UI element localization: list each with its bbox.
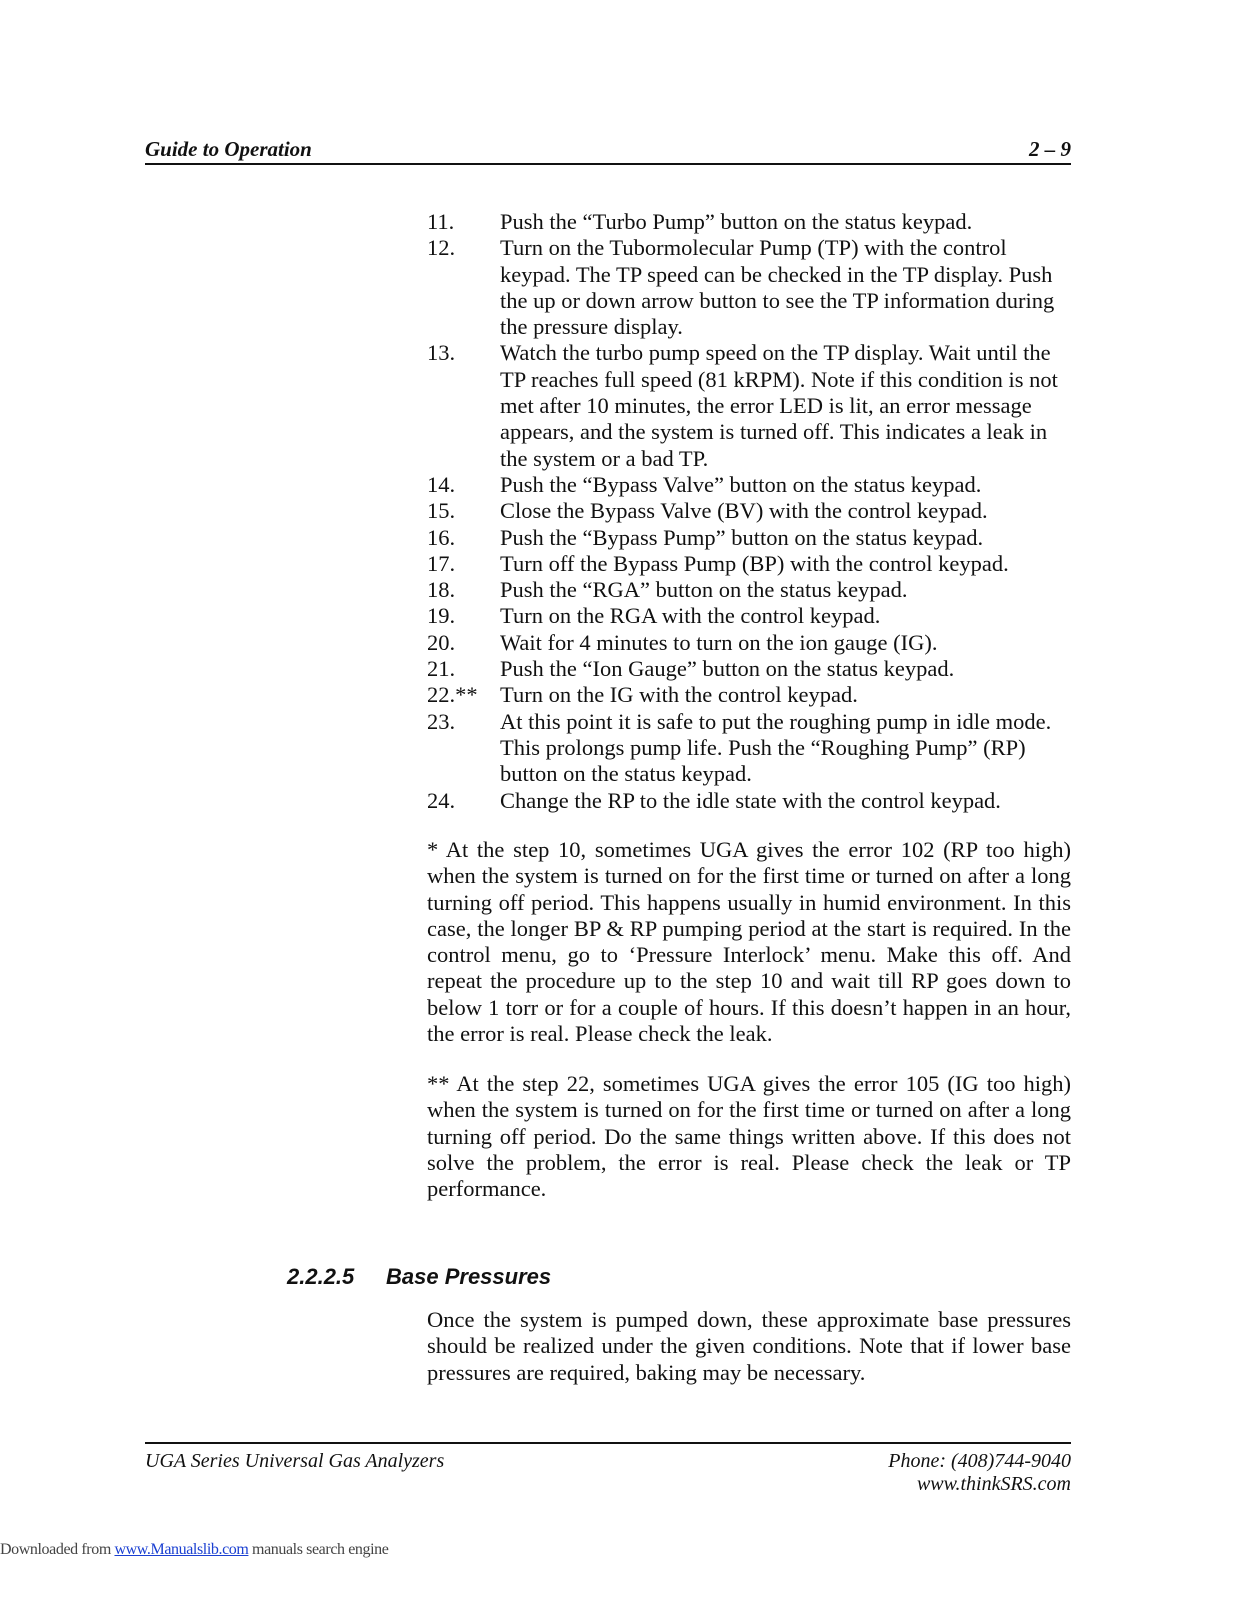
step-text: Turn on the IG with the control keypad. xyxy=(500,682,858,708)
step-number: 21. xyxy=(427,656,456,682)
footer-product: UGA Series Universal Gas Analyzers xyxy=(145,1450,445,1472)
step-number: 12. xyxy=(427,235,456,261)
step-item xyxy=(427,577,1077,603)
step-number: 24. xyxy=(427,787,456,813)
footer-contact xyxy=(888,1450,1071,1496)
step-item xyxy=(427,209,1077,235)
step-item xyxy=(427,630,1077,656)
step-item xyxy=(427,709,1077,788)
step-number: 20. xyxy=(427,629,456,655)
step-item xyxy=(427,551,1077,577)
step-number: 16. xyxy=(427,524,456,550)
step-text: Turn on the Tubormolecular Pump (TP) with the control keypad. The TP speed can be checked in the TP display. Push the up or down arrow button to see the TP information during the pressure display. xyxy=(500,235,1055,340)
section-title: Base Pressures xyxy=(386,1264,552,1289)
step-text: Watch the turbo pump speed on the TP display. Wait until the TP reaches full speed (81 kRPM). Note if this condition is not met after 10 minutes, the error LED is lit, an error message appears, and the system is turned off. This indicates a leak in the system or a bad TP. xyxy=(500,340,1058,471)
footer-website: www.thinkSRS.com xyxy=(916,1473,1071,1495)
step-number: 13. xyxy=(427,340,456,366)
step-item xyxy=(427,472,1077,498)
step-item xyxy=(427,682,1077,708)
footnote-step-22: ** At the step 22, sometimes UGA gives the error 105 (IG too high) when the system is turned on for the first time or turned on after a long turning off period. Do the same things written above. If this does not solve the problem, the error is real. Please check the leak or TP performance. xyxy=(427,1071,1071,1202)
step-number: 15. xyxy=(427,498,456,524)
download-prefix: Downloaded from xyxy=(0,1541,115,1558)
download-suffix: manuals search engine xyxy=(248,1541,389,1558)
step-text: Push the “Bypass Valve” button on the status keypad. xyxy=(500,471,982,497)
step-text: Turn on the RGA with the control keypad. xyxy=(500,603,881,629)
step-number: 19. xyxy=(427,603,456,629)
header-title: Guide to Operation xyxy=(145,137,312,161)
page-number: 2 – 9 xyxy=(1029,137,1071,161)
step-text: Push the “Turbo Pump” button on the status keypad. xyxy=(500,209,973,234)
step-text: Push the “Ion Gauge” button on the status keypad. xyxy=(500,656,955,682)
procedure-steps xyxy=(427,209,1077,814)
step-text: Push the “RGA” button on the status keypad. xyxy=(500,577,908,603)
step-item xyxy=(427,235,1077,340)
step-number: 14. xyxy=(427,471,456,497)
step-item xyxy=(427,340,1077,471)
section-heading xyxy=(287,1264,551,1290)
step-number: 22.** xyxy=(427,682,478,708)
footer-phone: Phone: (408)744-9040 xyxy=(888,1450,1071,1472)
step-text: At this point it is safe to put the roughing pump in idle mode. This prolongs pump life. Push the “Roughing Pump” (RP) button on the status keypad. xyxy=(500,708,1052,787)
footnote-step-10: * At the step 10, sometimes UGA gives the error 102 (RP too high) when the system is turned on for the first time or turned on after a long turning off period. This happens usually in humid environment. In this case, the longer BP & RP pumping period at the start is required. In the control menu, go to ‘Pressure Interlock’ menu. Make this off. And repeat the procedure up to the step 10 and wait till RP goes down to below 1 torr or for a couple of hours. If this doesn’t happen in an hour, the error is real. Please check the leak. xyxy=(427,837,1071,1047)
step-number: 18. xyxy=(427,577,456,603)
step-item xyxy=(427,603,1077,629)
download-banner xyxy=(0,1541,388,1559)
step-number: 11. xyxy=(427,209,455,234)
step-number: 23. xyxy=(427,708,456,734)
step-text: Wait for 4 minutes to turn on the ion gauge (IG). xyxy=(500,629,938,655)
section-body: Once the system is pumped down, these approximate base pressures should be realized under the given conditions. Note that if lower base pressures are required, baking may be necessary. xyxy=(427,1307,1071,1385)
step-item xyxy=(427,498,1077,524)
step-text: Push the “Bypass Pump” button on the status keypad. xyxy=(500,524,984,550)
section-number: 2.2.2.5 xyxy=(287,1264,355,1289)
step-number: 17. xyxy=(427,550,456,576)
page-footer xyxy=(145,1442,1071,1495)
step-item xyxy=(427,525,1077,551)
manualslib-link[interactable]: www.Manualslib.com xyxy=(114,1541,249,1558)
step-text: Turn off the Bypass Pump (BP) with the control keypad. xyxy=(500,550,1009,576)
step-item xyxy=(427,656,1077,682)
step-text: Change the RP to the idle state with the control keypad. xyxy=(500,787,1001,813)
step-item xyxy=(427,788,1077,814)
step-text: Close the Bypass Valve (BV) with the control keypad. xyxy=(500,498,988,524)
page-header xyxy=(145,137,1071,165)
